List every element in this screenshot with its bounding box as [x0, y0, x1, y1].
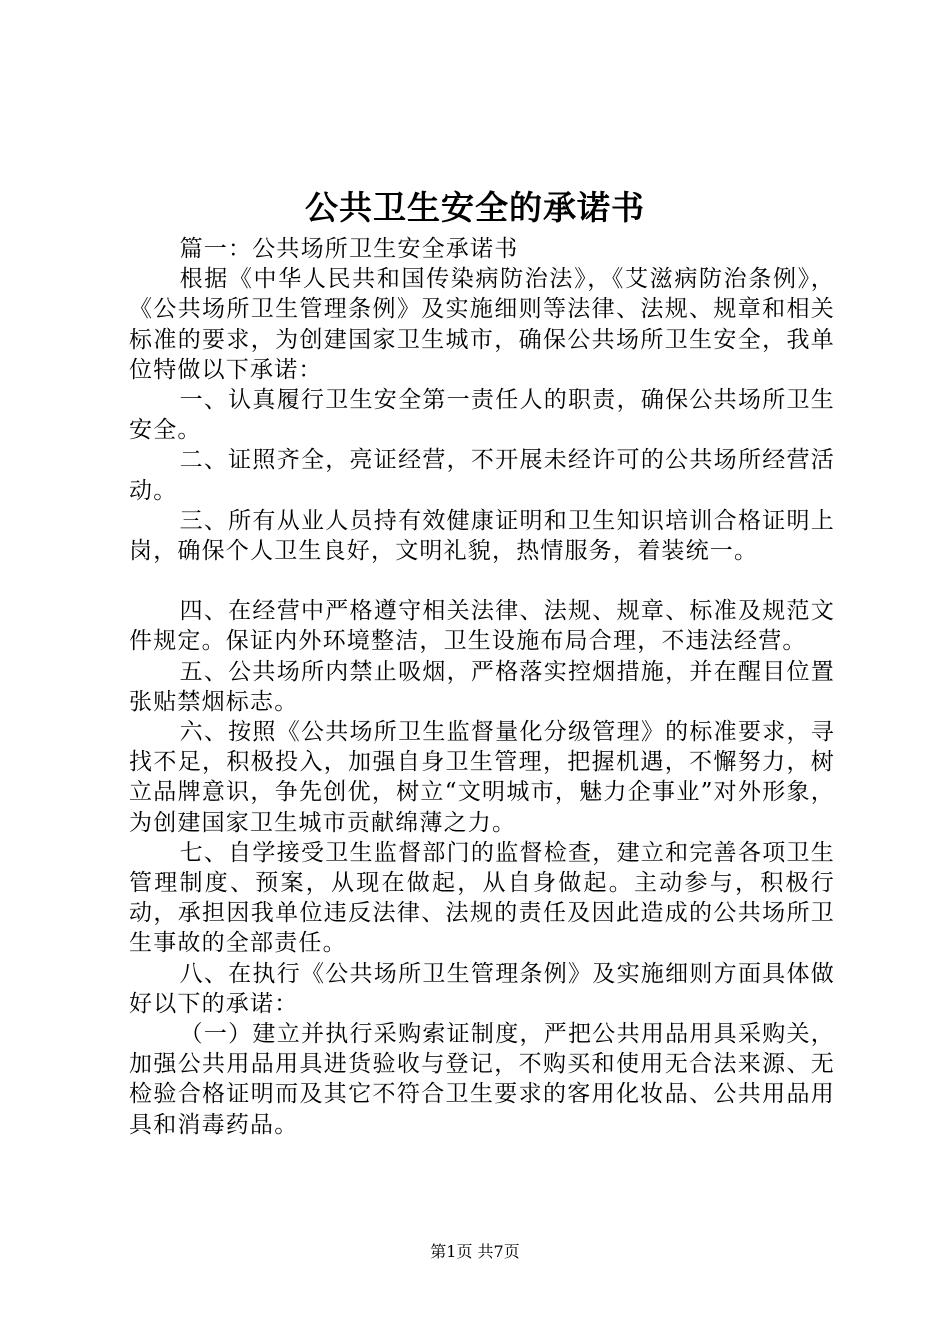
paragraph-item-4: 四、在经营中严格遵守相关法律、法规、规章、标准及规范文件规定。保证内外环境整洁，卫生设施布局合理，不违法经营。: [129, 598, 835, 655]
paragraph-item-1: 一、认真履行卫生安全第一责任人的职责，确保公共场所卫生安全。: [129, 387, 835, 444]
paragraph-item-3: 三、所有从业人员持有效健康证明和卫生知识培训合格证明上岗，确保个人卫生良好，文明礼貌，热情服务，着装统一。: [129, 507, 835, 565]
paragraph-item-5: 五、公共场所内禁止吸烟，严格落实控烟措施，并在醒目位置张贴禁烟标志。: [129, 658, 835, 715]
document-title: 公共卫生安全的承诺书: [305, 188, 645, 227]
paragraph-intro: 根据《中华人民共和国传染病防治法》，《艾滋病防治条例》，《公共场所卫生管理条例》及实施细则等法律、法规、规章和相关标准的要求，为创建国家卫生城市，确保公共场所卫生安全，我单位特做以下承诺：: [129, 266, 835, 383]
paragraph-item-8: 八、在执行《公共场所卫生管理条例》及实施细则方面具体做好以下的承诺：: [129, 960, 835, 1017]
paragraph-subitem-1: （一）建立并执行采购索证制度，严把公共用品用具采购关，加强公共用品用具进货验收与登记，不购买和使用无合法来源、无检验合格证明而及其它不符合卫生要求的客用化妆品、公共用品用具和消毒药品。: [129, 1021, 835, 1138]
paragraph-item-6: 六、按照《公共场所卫生监督量化分级管理》的标准要求，寻找不足，积极投入，加强自身卫生管理，把握机遇，不懈努力，树立品牌意识，争先创优，树立“文明城市，魅力企事业”对外形象，为创建国家卫生城市贡献绵薄之力。: [129, 719, 835, 836]
paragraph-item-7: 七、自学接受卫生监督部门的监督检查，建立和完善各项卫生管理制度、预案，从现在做起，从自身做起。主动参与，积极行动，承担因我单位违反法律、法规的责任及因此造成的公共场所卫生事故的全部责任。: [129, 839, 835, 957]
section-heading: 篇一：公共场所卫生安全承诺书: [179, 236, 519, 262]
document-body: [129, 234, 835, 1140]
paragraph-item-2: 二、证照齐全，亮证经营，不开展未经许可的公共场所经营活动。: [129, 447, 835, 504]
page-number-footer: 第1页 共7页: [430, 1242, 520, 1261]
